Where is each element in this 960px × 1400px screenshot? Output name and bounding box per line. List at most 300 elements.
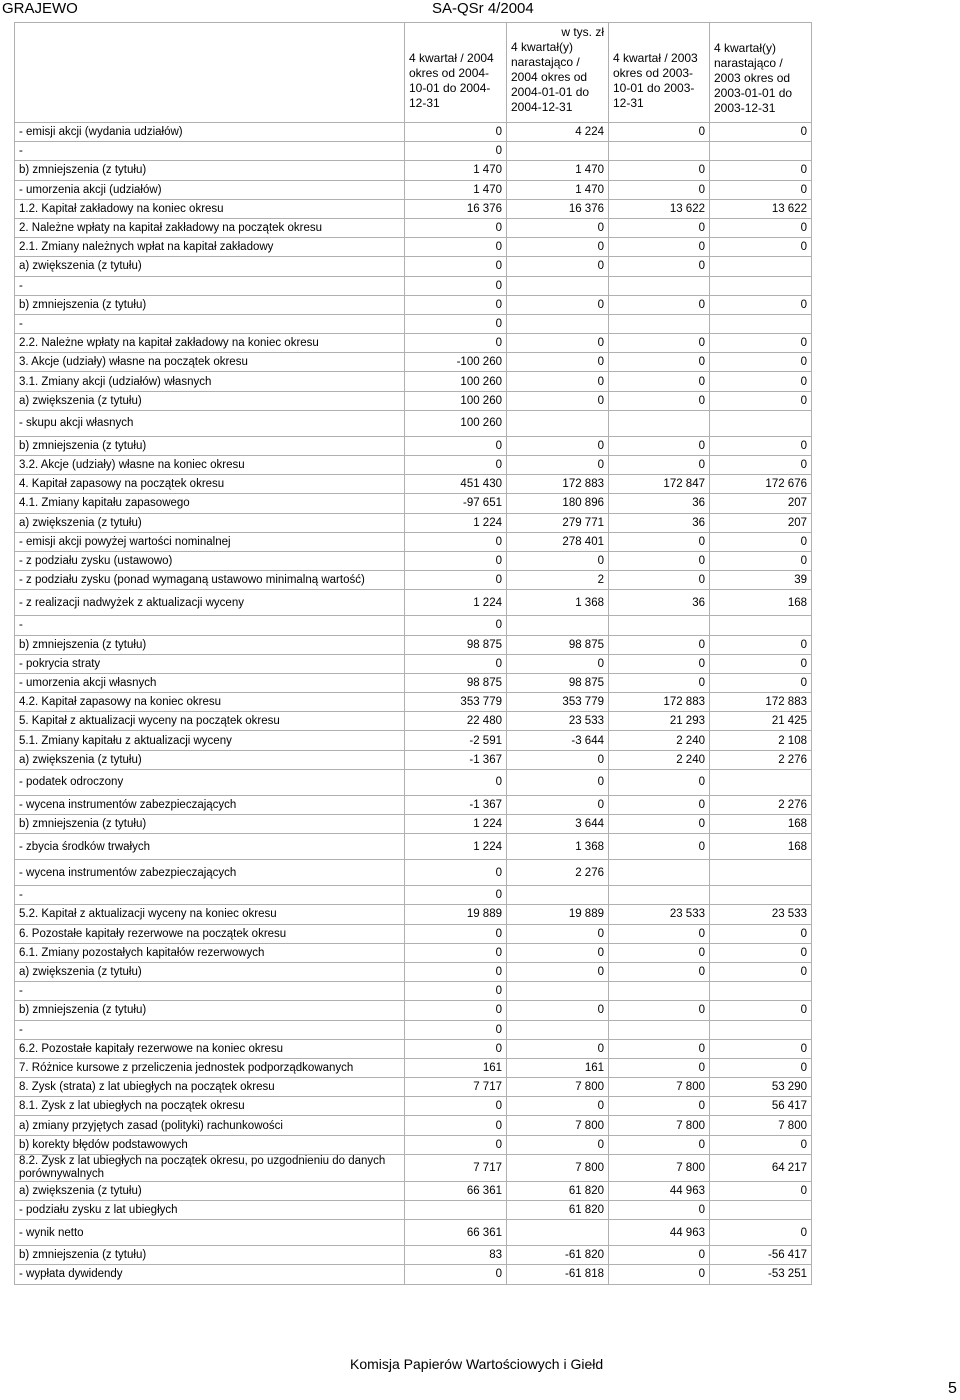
value-cell: 172 847 <box>609 475 710 494</box>
report-code: SA-QSr 4/2004 <box>432 0 534 17</box>
value-cell <box>710 142 812 161</box>
table-row <box>15 353 812 372</box>
row-label: - wynik netto <box>15 1220 405 1246</box>
value-cell: 0 <box>609 456 710 475</box>
row-label: - wypłata dywidendy <box>15 1265 405 1284</box>
value-cell: 0 <box>507 962 609 981</box>
value-cell: 0 <box>710 161 812 180</box>
value-cell: 16 376 <box>507 199 609 218</box>
value-cell: 0 <box>405 276 507 295</box>
value-cell: 0 <box>507 1001 609 1020</box>
value-cell: 0 <box>710 1001 812 1020</box>
value-cell: 0 <box>405 1039 507 1058</box>
value-cell: 2 <box>507 571 609 590</box>
value-cell <box>507 1220 609 1246</box>
value-cell: 2 240 <box>609 750 710 769</box>
value-cell: 19 889 <box>507 905 609 924</box>
value-cell: 36 <box>609 494 710 513</box>
row-label: - wycena instrumentów zabezpieczających <box>15 795 405 814</box>
table-row <box>15 475 812 494</box>
value-cell: -56 417 <box>710 1246 812 1265</box>
value-cell: 98 875 <box>507 673 609 692</box>
value-cell <box>609 314 710 333</box>
value-cell <box>710 982 812 1001</box>
value-cell <box>507 314 609 333</box>
value-cell: 168 <box>710 590 812 616</box>
value-cell: 1 224 <box>405 513 507 532</box>
table-row <box>15 673 812 692</box>
row-label: a) zwiększenia (z tytułu) <box>15 391 405 410</box>
value-cell: 2 108 <box>710 731 812 750</box>
table-row <box>15 924 812 943</box>
row-label: b) zmniejszenia (z tytułu) <box>15 295 405 314</box>
row-label: - z podziału zysku (ustawowo) <box>15 551 405 570</box>
table-row <box>15 199 812 218</box>
column-header: 4 kwartał(y) narastająco / 2003 okres od 2003-01-01 do 2003-12-31 <box>710 23 812 123</box>
table-row <box>15 616 812 635</box>
value-cell <box>710 886 812 905</box>
row-label: 2.2. Należne wpłaty na kapitał zakładowy na koniec okresu <box>15 334 405 353</box>
value-cell: 2 276 <box>710 795 812 814</box>
value-cell: 172 883 <box>609 693 710 712</box>
value-cell: 7 717 <box>405 1078 507 1097</box>
table-row <box>15 693 812 712</box>
value-cell: -2 591 <box>405 731 507 750</box>
value-cell: 0 <box>710 180 812 199</box>
row-label: - wycena instrumentów zabezpieczających <box>15 860 405 886</box>
value-cell: 0 <box>609 532 710 551</box>
table-row <box>15 295 812 314</box>
value-cell: 0 <box>507 353 609 372</box>
value-cell: 172 676 <box>710 475 812 494</box>
value-cell: 0 <box>405 616 507 635</box>
value-cell: 23 533 <box>507 712 609 731</box>
value-cell: 0 <box>507 1039 609 1058</box>
value-cell: -1 367 <box>405 750 507 769</box>
value-cell: 44 963 <box>609 1181 710 1200</box>
value-cell: 0 <box>710 1220 812 1246</box>
value-cell: 0 <box>507 334 609 353</box>
table-row <box>15 982 812 1001</box>
row-label: 8.1. Zysk z lat ubiegłych na początek okresu <box>15 1097 405 1116</box>
value-cell: 64 217 <box>710 1154 812 1181</box>
value-cell <box>609 616 710 635</box>
value-cell: 161 <box>405 1058 507 1077</box>
value-cell: 7 800 <box>507 1116 609 1135</box>
value-cell: 0 <box>710 391 812 410</box>
value-cell: 0 <box>405 1001 507 1020</box>
table-row <box>15 795 812 814</box>
table-row <box>15 436 812 455</box>
row-label: 5.2. Kapitał z aktualizacji wyceny na koniec okresu <box>15 905 405 924</box>
row-label: - z podziału zysku (ponad wymaganą ustawowo minimalną wartość) <box>15 571 405 590</box>
value-cell <box>405 1201 507 1220</box>
value-cell: 0 <box>609 795 710 814</box>
row-label: 4.2. Kapitał zapasowy na koniec okresu <box>15 693 405 712</box>
value-cell <box>710 1201 812 1220</box>
table-row <box>15 1078 812 1097</box>
value-cell: 0 <box>507 372 609 391</box>
value-cell <box>710 769 812 795</box>
value-cell: 0 <box>609 238 710 257</box>
table-row <box>15 1001 812 1020</box>
value-cell: 0 <box>609 436 710 455</box>
table-row <box>15 1154 812 1181</box>
table-row <box>15 513 812 532</box>
row-label: 3.2. Akcje (udziały) własne na koniec okresu <box>15 456 405 475</box>
table-row <box>15 1201 812 1220</box>
value-cell: 0 <box>609 834 710 860</box>
table-row <box>15 276 812 295</box>
table-row <box>15 1181 812 1200</box>
row-label: a) zmiany przyjętych zasad (polityki) rachunkowości <box>15 1116 405 1135</box>
row-label: - umorzenia akcji (udziałów) <box>15 180 405 199</box>
value-cell: 0 <box>609 571 710 590</box>
table-row <box>15 180 812 199</box>
value-cell: -61 818 <box>507 1265 609 1284</box>
value-cell: 0 <box>405 962 507 981</box>
value-cell: 16 376 <box>405 199 507 218</box>
value-cell: 0 <box>710 673 812 692</box>
value-cell: 0 <box>609 1058 710 1077</box>
row-label: b) zmniejszenia (z tytułu) <box>15 436 405 455</box>
value-cell: 1 224 <box>405 815 507 834</box>
value-cell: 279 771 <box>507 513 609 532</box>
value-cell: 100 260 <box>405 372 507 391</box>
value-cell: 0 <box>609 218 710 237</box>
value-cell: 61 820 <box>507 1181 609 1200</box>
value-cell <box>710 257 812 276</box>
value-cell: 22 480 <box>405 712 507 731</box>
value-cell: 1 470 <box>405 180 507 199</box>
value-cell: 207 <box>710 494 812 513</box>
value-cell: 0 <box>609 334 710 353</box>
row-label: 2. Należne wpłaty na kapitał zakładowy na początek okresu <box>15 218 405 237</box>
column-header: w tys. zł 4 kwartał(y) narastająco / 2004 okres od 2004-01-01 do 2004-12-31 <box>507 23 609 123</box>
value-cell: 0 <box>609 295 710 314</box>
table-row <box>15 1246 812 1265</box>
row-label: - z realizacji nadwyżek z aktualizacji wyceny <box>15 590 405 616</box>
column-header: 4 kwartał / 2004 okres od 2004-10-01 do 2004-12-31 <box>405 23 507 123</box>
value-cell <box>609 982 710 1001</box>
row-label: 4. Kapitał zapasowy na początek okresu <box>15 475 405 494</box>
value-cell: 0 <box>405 1116 507 1135</box>
value-cell: 4 224 <box>507 123 609 142</box>
value-cell: 0 <box>609 353 710 372</box>
row-label: - skupu akcji własnych <box>15 410 405 436</box>
table-row <box>15 834 812 860</box>
value-cell: 0 <box>507 1097 609 1116</box>
value-cell: -1 367 <box>405 795 507 814</box>
value-cell: 83 <box>405 1246 507 1265</box>
value-cell: 0 <box>405 142 507 161</box>
value-cell: 66 361 <box>405 1220 507 1246</box>
value-cell: -100 260 <box>405 353 507 372</box>
table-row <box>15 860 812 886</box>
row-label: - <box>15 276 405 295</box>
value-cell: 39 <box>710 571 812 590</box>
value-cell: 0 <box>710 1181 812 1200</box>
value-cell <box>507 886 609 905</box>
value-cell: 56 417 <box>710 1097 812 1116</box>
row-label: - umorzenia akcji własnych <box>15 673 405 692</box>
value-cell: 0 <box>405 982 507 1001</box>
value-cell: 0 <box>609 673 710 692</box>
value-cell: 0 <box>507 257 609 276</box>
table-row <box>15 905 812 924</box>
value-cell: 3 644 <box>507 815 609 834</box>
table-row <box>15 1039 812 1058</box>
row-label: - <box>15 982 405 1001</box>
row-label: b) zmniejszenia (z tytułu) <box>15 1246 405 1265</box>
table-row <box>15 1265 812 1284</box>
value-cell: 0 <box>405 257 507 276</box>
table-row <box>15 815 812 834</box>
value-cell: 168 <box>710 834 812 860</box>
table-row <box>15 142 812 161</box>
value-cell: 0 <box>710 1058 812 1077</box>
value-cell: 21 425 <box>710 712 812 731</box>
table-body <box>15 23 812 1285</box>
value-cell: 0 <box>405 456 507 475</box>
table-row <box>15 571 812 590</box>
table-row <box>15 1116 812 1135</box>
value-cell: 353 779 <box>507 693 609 712</box>
value-cell: 0 <box>609 1097 710 1116</box>
value-cell: 100 260 <box>405 410 507 436</box>
value-cell: 2 240 <box>609 731 710 750</box>
value-cell: 0 <box>710 295 812 314</box>
value-cell: 0 <box>405 218 507 237</box>
value-cell <box>507 1020 609 1039</box>
row-label: b) zmniejszenia (z tytułu) <box>15 815 405 834</box>
value-cell: 0 <box>609 551 710 570</box>
value-cell: 0 <box>405 1135 507 1154</box>
value-cell: 19 889 <box>405 905 507 924</box>
value-cell <box>609 410 710 436</box>
equity-changes-table <box>14 22 812 1285</box>
row-label: - podatek odroczony <box>15 769 405 795</box>
row-label: 8.2. Zysk z lat ubiegłych na początek okresu, po uzgodnieniu do danych porównywalnych <box>15 1154 405 1181</box>
value-cell: 0 <box>710 123 812 142</box>
value-cell: 7 717 <box>405 1154 507 1181</box>
value-cell <box>710 410 812 436</box>
value-cell: 1 470 <box>507 161 609 180</box>
row-label: - zbycia środków trwałych <box>15 834 405 860</box>
value-cell: 53 290 <box>710 1078 812 1097</box>
value-cell: -97 651 <box>405 494 507 513</box>
value-cell: 1 224 <box>405 834 507 860</box>
value-cell: 36 <box>609 513 710 532</box>
row-label: a) zwiększenia (z tytułu) <box>15 1181 405 1200</box>
row-label: - <box>15 142 405 161</box>
value-cell: 98 875 <box>405 673 507 692</box>
value-cell: 0 <box>405 238 507 257</box>
table-row <box>15 372 812 391</box>
value-cell: 2 276 <box>710 750 812 769</box>
value-cell: 0 <box>405 571 507 590</box>
value-cell: 13 622 <box>710 199 812 218</box>
value-cell <box>609 886 710 905</box>
value-cell: 0 <box>507 218 609 237</box>
value-cell: 0 <box>609 1246 710 1265</box>
value-cell: 7 800 <box>507 1154 609 1181</box>
row-label: - podziału zysku z lat ubiegłych <box>15 1201 405 1220</box>
value-cell: 0 <box>609 391 710 410</box>
value-cell: 0 <box>710 218 812 237</box>
table-row <box>15 750 812 769</box>
value-cell: 0 <box>507 943 609 962</box>
value-cell: 0 <box>405 123 507 142</box>
value-cell: 0 <box>710 238 812 257</box>
value-cell: 278 401 <box>507 532 609 551</box>
table-row <box>15 654 812 673</box>
value-cell: 0 <box>507 295 609 314</box>
value-cell: 0 <box>609 1039 710 1058</box>
page-number: 5 <box>948 1380 957 1397</box>
value-cell: 0 <box>507 924 609 943</box>
value-cell: 0 <box>609 1265 710 1284</box>
row-label: 5. Kapitał z aktualizacji wyceny na początek okresu <box>15 712 405 731</box>
row-label: a) zwiększenia (z tytułu) <box>15 257 405 276</box>
value-cell: 21 293 <box>609 712 710 731</box>
value-cell: 0 <box>609 924 710 943</box>
value-cell: 7 800 <box>710 1116 812 1135</box>
value-cell: 66 361 <box>405 1181 507 1200</box>
table-row <box>15 1135 812 1154</box>
row-label: a) zwiększenia (z tytułu) <box>15 962 405 981</box>
row-label: 5.1. Zmiany kapitału z aktualizacji wyceny <box>15 731 405 750</box>
row-label: 2.1. Zmiany należnych wpłat na kapitał zakładowy <box>15 238 405 257</box>
value-cell: 0 <box>405 943 507 962</box>
value-cell: 0 <box>405 769 507 795</box>
table-row <box>15 238 812 257</box>
table-row <box>15 257 812 276</box>
value-cell: 168 <box>710 815 812 834</box>
value-cell: 0 <box>405 295 507 314</box>
row-label: 3. Akcje (udziały) własne na początek okresu <box>15 353 405 372</box>
value-cell: 0 <box>405 551 507 570</box>
value-cell: -3 644 <box>507 731 609 750</box>
table-row <box>15 1058 812 1077</box>
value-cell <box>710 314 812 333</box>
value-cell: 0 <box>609 257 710 276</box>
row-label: - emisji akcji powyżej wartości nominalnej <box>15 532 405 551</box>
table-row <box>15 456 812 475</box>
value-cell: 0 <box>710 353 812 372</box>
value-cell: 7 800 <box>507 1078 609 1097</box>
value-cell: 0 <box>405 1020 507 1039</box>
value-cell: 0 <box>609 769 710 795</box>
table-row <box>15 551 812 570</box>
table-row <box>15 769 812 795</box>
value-cell: 0 <box>609 1201 710 1220</box>
value-cell: 0 <box>710 436 812 455</box>
row-label: - emisji akcji (wydania udziałów) <box>15 123 405 142</box>
value-cell: 451 430 <box>405 475 507 494</box>
value-cell: 0 <box>405 924 507 943</box>
value-cell: 0 <box>710 532 812 551</box>
row-label: - <box>15 1020 405 1039</box>
value-cell <box>710 276 812 295</box>
value-cell: 61 820 <box>507 1201 609 1220</box>
value-cell: 180 896 <box>507 494 609 513</box>
value-cell: 0 <box>609 1001 710 1020</box>
value-cell: 0 <box>609 161 710 180</box>
value-cell <box>609 142 710 161</box>
value-cell: 23 533 <box>710 905 812 924</box>
row-label: - <box>15 886 405 905</box>
row-label: - pokrycia straty <box>15 654 405 673</box>
header-label-cell <box>15 23 405 123</box>
row-label: a) zwiększenia (z tytułu) <box>15 750 405 769</box>
table-row <box>15 123 812 142</box>
table-row <box>15 1020 812 1039</box>
row-label: b) zmniejszenia (z tytułu) <box>15 161 405 180</box>
value-cell <box>507 982 609 1001</box>
row-label: - <box>15 314 405 333</box>
value-cell: 0 <box>405 314 507 333</box>
value-cell: 7 800 <box>609 1078 710 1097</box>
value-cell <box>609 276 710 295</box>
value-cell <box>710 1020 812 1039</box>
value-cell: 36 <box>609 590 710 616</box>
footer-text: Komisja Papierów Wartościowych i Giełd <box>350 1356 604 1372</box>
value-cell: 0 <box>507 654 609 673</box>
value-cell: 1 470 <box>507 180 609 199</box>
value-cell: 98 875 <box>405 635 507 654</box>
value-cell <box>609 1020 710 1039</box>
value-cell <box>710 616 812 635</box>
value-cell: 13 622 <box>609 199 710 218</box>
value-cell: 172 883 <box>710 693 812 712</box>
value-cell: 0 <box>710 551 812 570</box>
value-cell: 0 <box>405 860 507 886</box>
table-row <box>15 886 812 905</box>
value-cell: 0 <box>405 532 507 551</box>
row-label: b) korekty błędów podstawowych <box>15 1135 405 1154</box>
row-label: a) zwiększenia (z tytułu) <box>15 513 405 532</box>
value-cell: 98 875 <box>507 635 609 654</box>
table-row <box>15 532 812 551</box>
value-cell: 0 <box>507 769 609 795</box>
value-cell: 0 <box>507 436 609 455</box>
value-cell: 0 <box>405 654 507 673</box>
value-cell: 353 779 <box>405 693 507 712</box>
value-cell: 0 <box>710 334 812 353</box>
row-label: 6.2. Pozostałe kapitały rezerwowe na koniec okresu <box>15 1039 405 1058</box>
value-cell: 0 <box>710 1039 812 1058</box>
value-cell: 0 <box>405 1097 507 1116</box>
row-label: 8. Zysk (strata) z lat ubiegłych na początek okresu <box>15 1078 405 1097</box>
table-row <box>15 590 812 616</box>
value-cell: -53 251 <box>710 1265 812 1284</box>
row-label: 6. Pozostałe kapitały rezerwowe na początek okresu <box>15 924 405 943</box>
value-cell: 1 470 <box>405 161 507 180</box>
value-cell: 0 <box>609 962 710 981</box>
column-header: 4 kwartał / 2003 okres od 2003-10-01 do 2003-12-31 <box>609 23 710 123</box>
table-row <box>15 218 812 237</box>
table-header-row <box>15 23 812 123</box>
value-cell: 0 <box>609 180 710 199</box>
table-row <box>15 943 812 962</box>
value-cell: 0 <box>609 1135 710 1154</box>
company-name: GRAJEWO <box>2 0 78 17</box>
table-row <box>15 731 812 750</box>
value-cell: 0 <box>507 456 609 475</box>
table-row <box>15 391 812 410</box>
value-cell: 0 <box>507 1135 609 1154</box>
